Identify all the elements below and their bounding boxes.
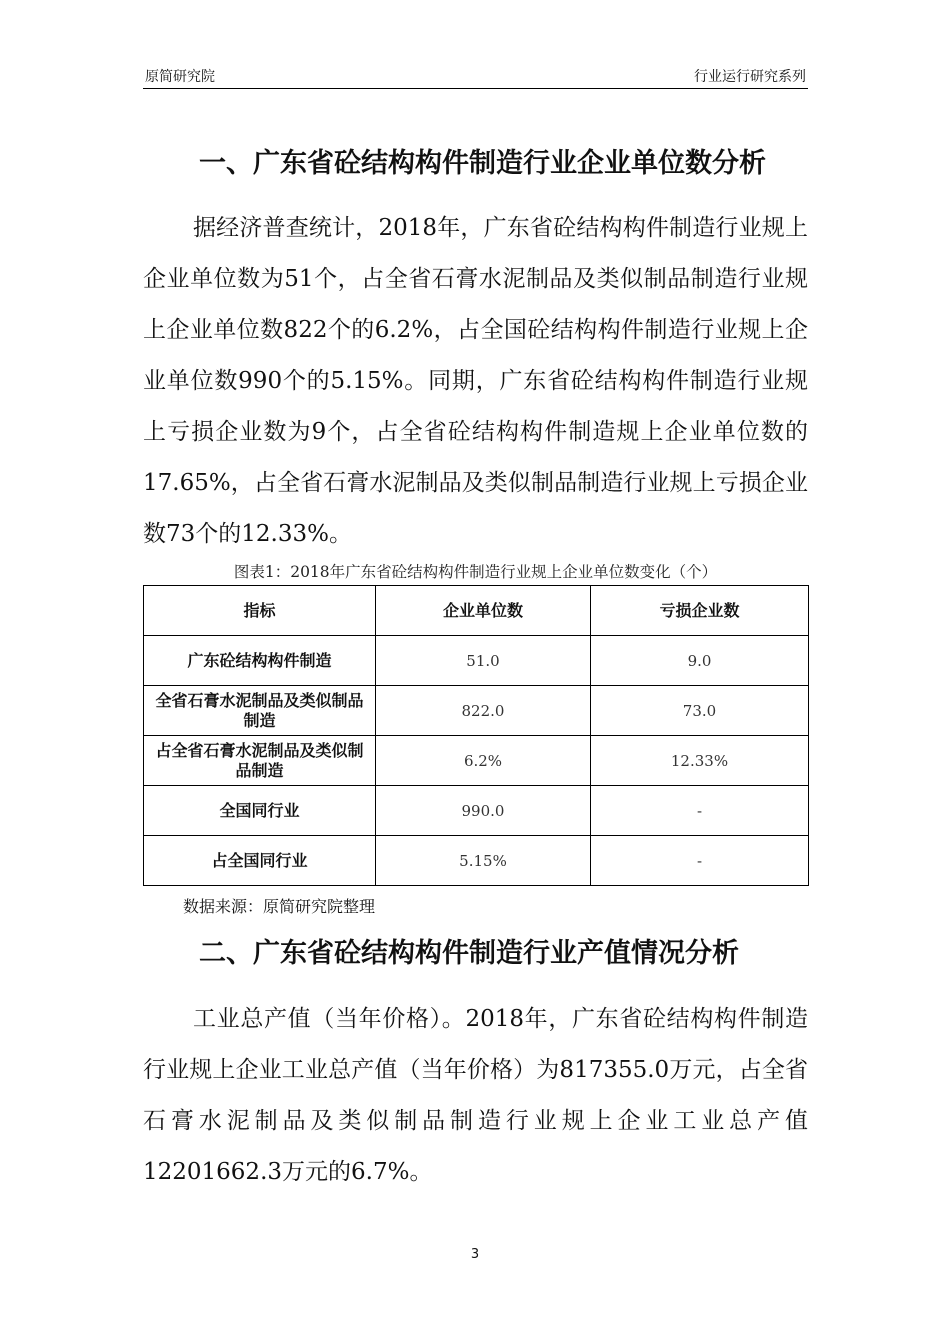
loss-value: 73.0 xyxy=(591,686,809,736)
header-units: 企业单位数 xyxy=(376,586,591,636)
enterprise-count-table xyxy=(143,585,809,886)
loss-value: - xyxy=(591,836,809,886)
loss-value: - xyxy=(591,786,809,836)
row-label: 全国同行业 xyxy=(144,786,376,836)
loss-value: 9.0 xyxy=(591,636,809,686)
table-caption: 图表1：2018年广东省砼结构构件制造行业规上企业单位数变化（个） xyxy=(233,563,718,581)
row-label: 全省石膏水泥制品及类似制品制造 xyxy=(144,686,376,736)
units-value: 5.15% xyxy=(376,836,591,886)
section2-heading: 二、广东省砼结构构件制造行业产值情况分析 xyxy=(199,938,739,969)
table-row xyxy=(144,636,809,686)
units-value: 6.2% xyxy=(376,736,591,786)
table-row xyxy=(144,786,809,836)
table-header-row xyxy=(144,586,809,636)
units-value: 51.0 xyxy=(376,636,591,686)
row-label: 占全省石膏水泥制品及类似制品制造 xyxy=(144,736,376,786)
section2-paragraph: 工业总产值（当年价格）。2018年，广东省砼结构构件制造行业规上企业工业总产值（当年价格）为817355.0万元，占全省石膏水泥制品及类似制品制造行业规上企业工业总产值12201662.3万元的6.7%。 xyxy=(143,1006,808,1185)
table-row xyxy=(144,686,809,736)
units-value: 822.0 xyxy=(376,686,591,736)
table-row xyxy=(144,736,809,786)
header-indicator: 指标 xyxy=(144,586,376,636)
section1-heading: 一、广东省砼结构构件制造行业企业单位数分析 xyxy=(199,148,766,179)
table-row xyxy=(144,836,809,886)
section1-paragraph: 据经济普查统计，2018年，广东省砼结构构件制造行业规上企业单位数为51个，占全省石膏水泥制品及类似制品制造行业规上企业单位数822个的6.2%，占全国砼结构构件制造行业规上企业单位数990个的5.15%。同期，广东省砼结构构件制造行业规上亏损企业数为9个，占全省砼结构构件制造规上企业单位数的17.65%，占全省石膏水泥制品及类似制品制造行业规上亏损企业数73个的12.33%。 xyxy=(143,215,808,547)
header-series-name: 行业运行研究系列 xyxy=(694,69,806,85)
loss-value: 12.33% xyxy=(591,736,809,786)
data-source-note: 数据来源：原简研究院整理 xyxy=(183,897,376,916)
header-loss: 亏损企业数 xyxy=(591,586,809,636)
page-number: 3 xyxy=(470,1247,480,1262)
header-org-name: 原简研究院 xyxy=(145,69,215,85)
row-label: 广东砼结构构件制造 xyxy=(144,636,376,686)
units-value: 990.0 xyxy=(376,786,591,836)
page-header xyxy=(143,66,808,89)
row-label: 占全国同行业 xyxy=(144,836,376,886)
